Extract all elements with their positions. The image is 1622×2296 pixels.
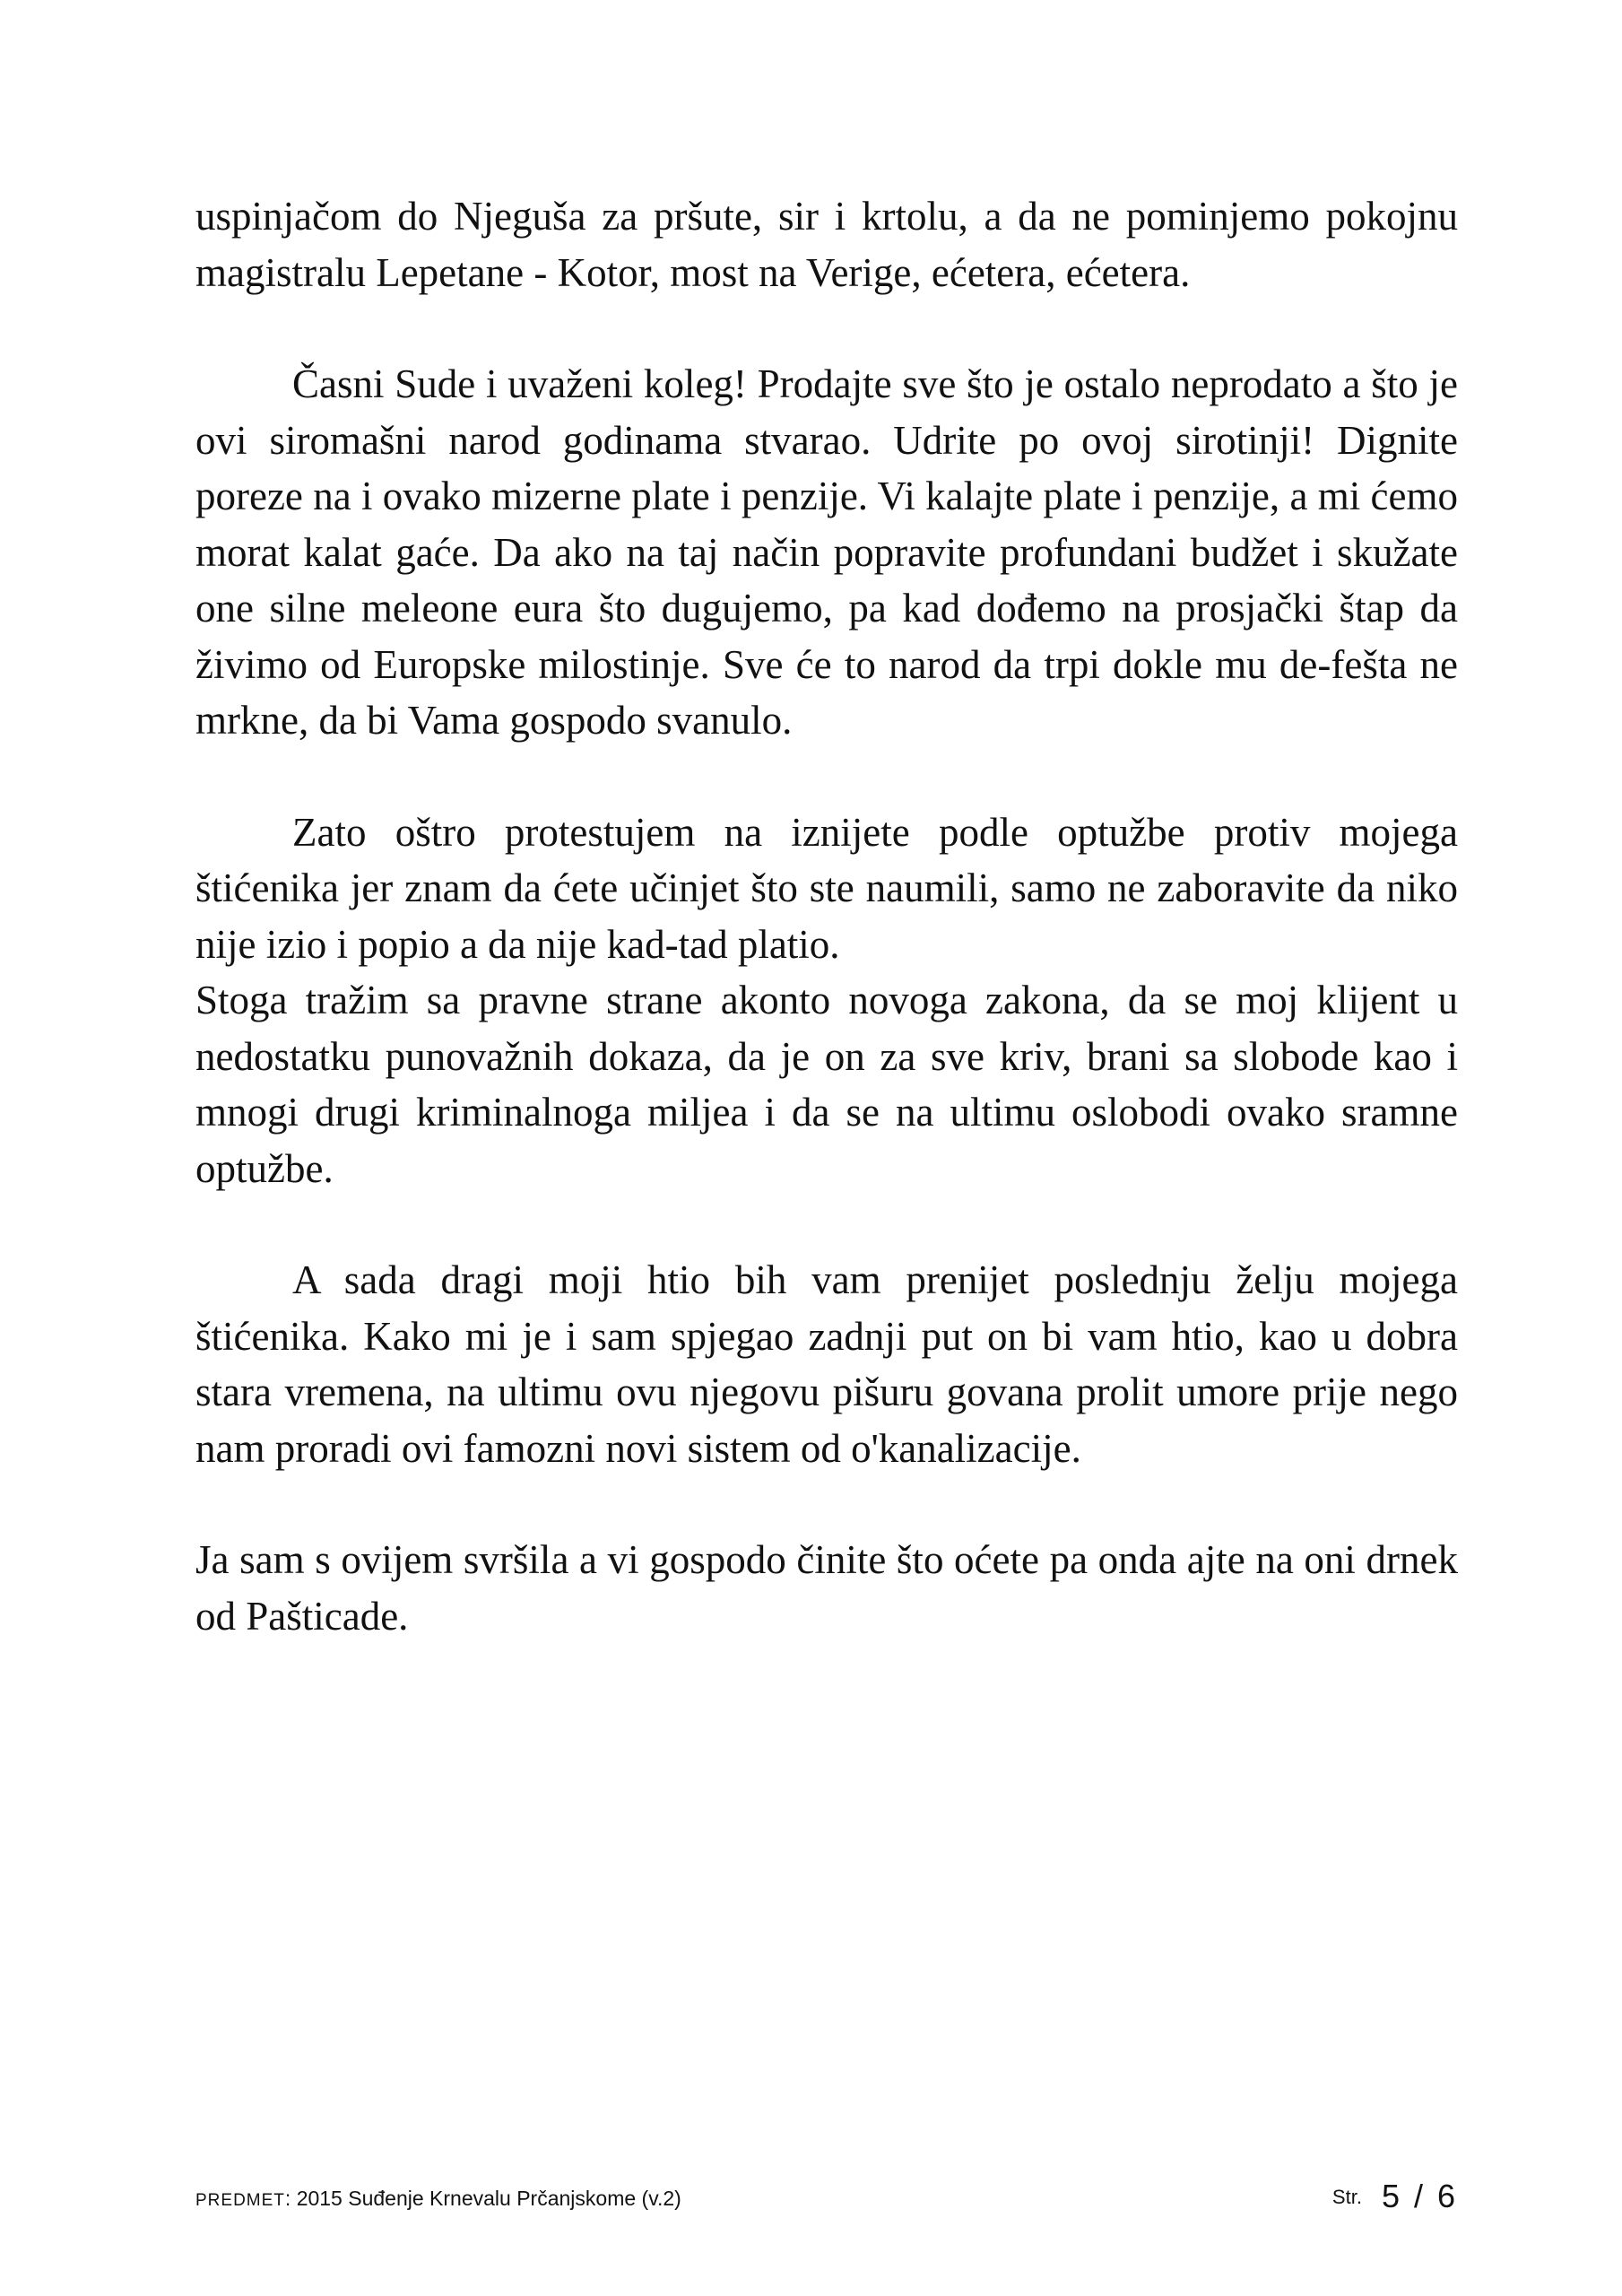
paragraph-1: uspinjačom do Njeguša za pršute, sir i krtolu, a da ne pominjemo pokojnu magistralu Lepetane - Kotor, most na Verige, ećetera, ećetera. — [195, 194, 1458, 295]
paragraph-4: Stoga tražim sa pravne strane akonto novoga zakona, da se moj klijent u nedostatku punovažnih dokaza, da je on za sve kriv, brani sa slobode kao i mnogi drugi kriminalnoga miljea i da se na ultimu oslobodi ovako sramne optužbe. — [195, 978, 1458, 1191]
paragraph-5: A sada dragi moji htio bih vam prenijet poslednju želju mojega štićenika. Kako mi je i sam spjegao zadnji put on bi vam htio, kao u dobra stara vremena, na ultimu ovu njegovu pišuru govana prolit umore prije nego nam proradi ovi famozni novi sistem od o'kanalizacije. — [195, 1257, 1458, 1471]
paragraph-2: Časni Sude i uvaženi koleg! Prodajte sve što je ostalo neprodato a što je ovi siromašni narod godinama stvarao. Udrite po ovoj sirotinji! Dignite poreze na i ovako mizerne plate i penzije. Vi kalajte plate i penzije, a mi ćemo morat kalat gaće. Da ako na taj način popravite profundani budžet i skužate one silne meleone eura što dugujemo, pa kad dođemo na prosjački štap da živimo od Europske milostinje. Sve će to narod da trpi dokle mu de-fešta ne mrkne, da bi Vama gospodo svanulo. — [195, 361, 1458, 743]
footer-page-number: 5 / 6 — [1381, 2178, 1458, 2214]
document-body — [195, 188, 1458, 1644]
page-footer — [195, 2178, 1458, 2213]
footer-subject — [195, 2187, 681, 2211]
footer-page-label: Str. — [1331, 2186, 1362, 2208]
paragraph-3: Zato oštro protestujem na iznijete podle optužbe protiv mojega štićenika jer znam da ćete učinjet što ste naumili, samo ne zaboravite da niko nije izio i popio a da nije kad-tad platio. — [195, 809, 1458, 967]
footer-subject-label: PREDMET — [195, 2191, 285, 2210]
footer-separator: : — [284, 2187, 291, 2210]
footer-page-info — [1332, 2178, 1458, 2215]
footer-document-title: 2015 Suđenje Krnevalu Prčanjskome (v.2) — [296, 2187, 681, 2210]
paragraph-6: Ja sam s ovijem svršila a vi gospodo činite što oćete pa onda ajte na oni drnek od Pašticade. — [195, 1537, 1458, 1639]
